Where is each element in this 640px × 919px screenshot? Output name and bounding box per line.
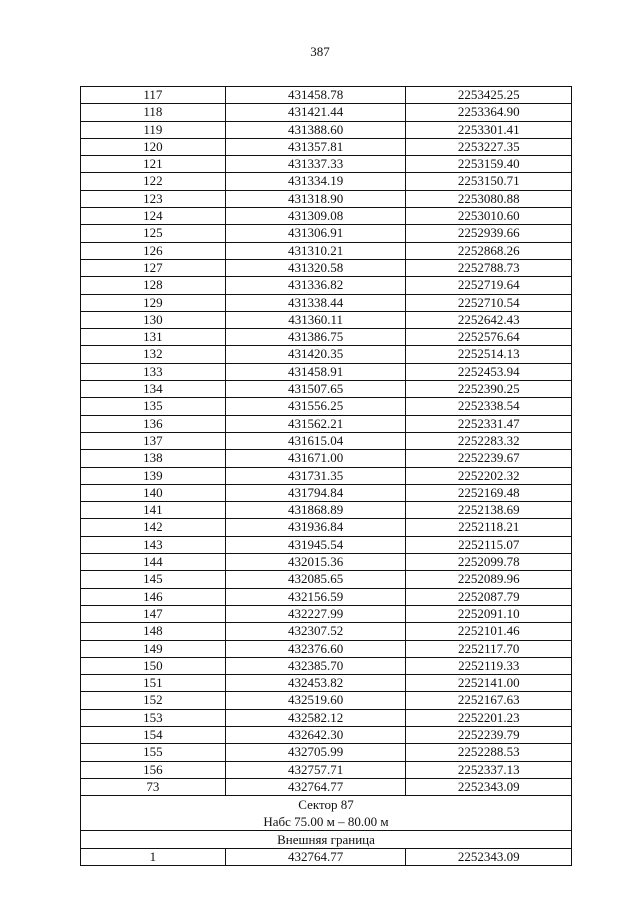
table-row <box>81 709 572 726</box>
table-row <box>81 190 572 207</box>
x-coordinate-cell: 431794.84 <box>225 484 406 501</box>
table-row <box>81 536 572 553</box>
point-number-cell: 121 <box>81 156 226 173</box>
y-coordinate-cell: 2252283.32 <box>406 432 572 449</box>
y-coordinate-cell: 2252138.69 <box>406 502 572 519</box>
point-number-cell: 149 <box>81 640 226 657</box>
y-coordinate-cell: 2252390.25 <box>406 381 572 398</box>
y-coordinate-cell: 2253301.41 <box>406 121 572 138</box>
table-row <box>81 173 572 190</box>
point-number-cell: 129 <box>81 294 226 311</box>
point-number-cell: 138 <box>81 450 226 467</box>
y-coordinate-cell: 2252091.10 <box>406 605 572 622</box>
table-row <box>81 208 572 225</box>
table-row <box>81 640 572 657</box>
point-number-cell: 151 <box>81 675 226 692</box>
table-row <box>81 242 572 259</box>
x-coordinate-cell: 431615.04 <box>225 432 406 449</box>
y-coordinate-cell: 2252331.47 <box>406 415 572 432</box>
point-number-cell: 153 <box>81 709 226 726</box>
table-row <box>81 450 572 467</box>
point-number-cell: 118 <box>81 104 226 121</box>
table-row <box>81 675 572 692</box>
point-number-cell: 127 <box>81 259 226 276</box>
x-coordinate-cell: 432582.12 <box>225 709 406 726</box>
x-coordinate-cell: 431420.35 <box>225 346 406 363</box>
table-row <box>81 381 572 398</box>
table-row <box>81 259 572 276</box>
x-coordinate-cell: 431556.25 <box>225 398 406 415</box>
page-number: 387 <box>310 44 330 59</box>
sector-title: Сектор 87 <box>298 797 354 813</box>
y-coordinate-cell: 2252453.94 <box>406 363 572 380</box>
x-coordinate-cell: 431936.84 <box>225 519 406 536</box>
point-number-cell: 128 <box>81 277 226 294</box>
x-coordinate-cell: 431318.90 <box>225 190 406 207</box>
x-coordinate-cell: 431320.58 <box>225 259 406 276</box>
x-coordinate-cell: 432764.77 <box>225 778 406 795</box>
x-coordinate-cell: 431334.19 <box>225 173 406 190</box>
y-coordinate-cell: 2252288.53 <box>406 744 572 761</box>
table-row <box>81 692 572 709</box>
x-coordinate-cell: 431388.60 <box>225 121 406 138</box>
table-row <box>81 467 572 484</box>
x-coordinate-cell: 432519.60 <box>225 692 406 709</box>
y-coordinate-cell: 2252119.33 <box>406 657 572 674</box>
point-number-cell: 130 <box>81 311 226 328</box>
table-row <box>81 849 572 866</box>
y-coordinate-cell: 2253364.90 <box>406 104 572 121</box>
x-coordinate-cell: 432376.60 <box>225 640 406 657</box>
coordinates-table <box>80 86 572 866</box>
table-row <box>81 502 572 519</box>
y-coordinate-cell: 2252338.54 <box>406 398 572 415</box>
y-coordinate-cell: 2252169.48 <box>406 484 572 501</box>
y-coordinate-cell: 2253080.88 <box>406 190 572 207</box>
x-coordinate-cell: 431421.44 <box>225 104 406 121</box>
x-coordinate-cell: 432307.52 <box>225 623 406 640</box>
table-row <box>81 744 572 761</box>
table-row <box>81 778 572 795</box>
x-coordinate-cell: 432385.70 <box>225 657 406 674</box>
point-number-cell: 134 <box>81 381 226 398</box>
x-coordinate-cell: 432453.82 <box>225 675 406 692</box>
x-coordinate-cell: 432227.99 <box>225 605 406 622</box>
y-coordinate-cell: 2252343.09 <box>406 778 572 795</box>
x-coordinate-cell: 431386.75 <box>225 329 406 346</box>
table-row <box>81 571 572 588</box>
x-coordinate-cell: 431671.00 <box>225 450 406 467</box>
boundary-label: Внешняя граница <box>81 831 572 849</box>
y-coordinate-cell: 2252343.09 <box>406 849 572 866</box>
y-coordinate-cell: 2252337.13 <box>406 761 572 778</box>
sector-height-range: Набс 75.00 м – 80.00 м <box>263 814 389 830</box>
point-number-cell: 142 <box>81 519 226 536</box>
x-coordinate-cell: 432705.99 <box>225 744 406 761</box>
y-coordinate-cell: 2253425.25 <box>406 87 572 104</box>
point-number-cell: 145 <box>81 571 226 588</box>
x-coordinate-cell: 431357.81 <box>225 138 406 155</box>
table-row <box>81 761 572 778</box>
table-row <box>81 346 572 363</box>
x-coordinate-cell: 431306.91 <box>225 225 406 242</box>
point-number-cell: 124 <box>81 208 226 225</box>
table-row <box>81 277 572 294</box>
point-number-cell: 147 <box>81 605 226 622</box>
x-coordinate-cell: 431310.21 <box>225 242 406 259</box>
point-number-cell: 143 <box>81 536 226 553</box>
point-number-cell: 139 <box>81 467 226 484</box>
x-coordinate-cell: 431360.11 <box>225 311 406 328</box>
sector-header-cell <box>81 796 572 831</box>
point-number-cell: 73 <box>81 778 226 795</box>
y-coordinate-cell: 2252101.46 <box>406 623 572 640</box>
table-row <box>81 588 572 605</box>
point-number-cell: 146 <box>81 588 226 605</box>
point-number-cell: 119 <box>81 121 226 138</box>
table-row <box>81 294 572 311</box>
table-row <box>81 311 572 328</box>
x-coordinate-cell: 431731.35 <box>225 467 406 484</box>
y-coordinate-cell: 2252167.63 <box>406 692 572 709</box>
y-coordinate-cell: 2252141.00 <box>406 675 572 692</box>
x-coordinate-cell: 432764.77 <box>225 849 406 866</box>
point-number-cell: 120 <box>81 138 226 155</box>
point-number-cell: 117 <box>81 87 226 104</box>
y-coordinate-cell: 2252202.32 <box>406 467 572 484</box>
boundary-label-row <box>81 831 572 849</box>
y-coordinate-cell: 2252089.96 <box>406 571 572 588</box>
y-coordinate-cell: 2252117.70 <box>406 640 572 657</box>
table-row <box>81 519 572 536</box>
x-coordinate-cell: 431338.44 <box>225 294 406 311</box>
y-coordinate-cell: 2253227.35 <box>406 138 572 155</box>
x-coordinate-cell: 432156.59 <box>225 588 406 605</box>
point-number-cell: 125 <box>81 225 226 242</box>
coordinates-rows <box>81 87 572 796</box>
y-coordinate-cell: 2252118.21 <box>406 519 572 536</box>
table-row <box>81 605 572 622</box>
table-row <box>81 104 572 121</box>
boundary-rows <box>81 849 572 866</box>
sector-header-row <box>81 796 572 831</box>
table-row <box>81 225 572 242</box>
y-coordinate-cell: 2252239.67 <box>406 450 572 467</box>
point-number-cell: 141 <box>81 502 226 519</box>
x-coordinate-cell: 432757.71 <box>225 761 406 778</box>
point-number-cell: 132 <box>81 346 226 363</box>
point-number-cell: 152 <box>81 692 226 709</box>
table-row <box>81 87 572 104</box>
x-coordinate-cell: 432085.65 <box>225 571 406 588</box>
point-number-cell: 135 <box>81 398 226 415</box>
table-row <box>81 363 572 380</box>
point-number-cell: 131 <box>81 329 226 346</box>
y-coordinate-cell: 2252239.79 <box>406 726 572 743</box>
y-coordinate-cell: 2252939.66 <box>406 225 572 242</box>
sector-section <box>81 796 572 849</box>
point-number-cell: 123 <box>81 190 226 207</box>
y-coordinate-cell: 2252576.64 <box>406 329 572 346</box>
y-coordinate-cell: 2252642.43 <box>406 311 572 328</box>
x-coordinate-cell: 431562.21 <box>225 415 406 432</box>
table-row <box>81 432 572 449</box>
point-number-cell: 148 <box>81 623 226 640</box>
y-coordinate-cell: 2252115.07 <box>406 536 572 553</box>
y-coordinate-cell: 2252710.54 <box>406 294 572 311</box>
x-coordinate-cell: 431507.65 <box>225 381 406 398</box>
table-row <box>81 623 572 640</box>
y-coordinate-cell: 2252514.13 <box>406 346 572 363</box>
point-number-cell: 140 <box>81 484 226 501</box>
point-number-cell: 144 <box>81 554 226 571</box>
y-coordinate-cell: 2252099.78 <box>406 554 572 571</box>
point-number-cell: 1 <box>81 849 226 866</box>
y-coordinate-cell: 2252087.79 <box>406 588 572 605</box>
table-row <box>81 726 572 743</box>
x-coordinate-cell: 431309.08 <box>225 208 406 225</box>
point-number-cell: 122 <box>81 173 226 190</box>
y-coordinate-cell: 2252201.23 <box>406 709 572 726</box>
x-coordinate-cell: 431868.89 <box>225 502 406 519</box>
table-row <box>81 156 572 173</box>
x-coordinate-cell: 431458.91 <box>225 363 406 380</box>
x-coordinate-cell: 431336.82 <box>225 277 406 294</box>
table-row <box>81 484 572 501</box>
point-number-cell: 150 <box>81 657 226 674</box>
table-row <box>81 657 572 674</box>
y-coordinate-cell: 2252719.64 <box>406 277 572 294</box>
x-coordinate-cell: 432642.30 <box>225 726 406 743</box>
point-number-cell: 136 <box>81 415 226 432</box>
x-coordinate-cell: 432015.36 <box>225 554 406 571</box>
point-number-cell: 156 <box>81 761 226 778</box>
table-row <box>81 138 572 155</box>
y-coordinate-cell: 2253010.60 <box>406 208 572 225</box>
table-row <box>81 398 572 415</box>
table-row <box>81 121 572 138</box>
table-row <box>81 415 572 432</box>
table-row <box>81 554 572 571</box>
table-row <box>81 329 572 346</box>
point-number-cell: 155 <box>81 744 226 761</box>
x-coordinate-cell: 431945.54 <box>225 536 406 553</box>
x-coordinate-cell: 431337.33 <box>225 156 406 173</box>
point-number-cell: 137 <box>81 432 226 449</box>
y-coordinate-cell: 2253150.71 <box>406 173 572 190</box>
point-number-cell: 154 <box>81 726 226 743</box>
x-coordinate-cell: 431458.78 <box>225 87 406 104</box>
y-coordinate-cell: 2253159.40 <box>406 156 572 173</box>
y-coordinate-cell: 2252788.73 <box>406 259 572 276</box>
point-number-cell: 133 <box>81 363 226 380</box>
y-coordinate-cell: 2252868.26 <box>406 242 572 259</box>
point-number-cell: 126 <box>81 242 226 259</box>
